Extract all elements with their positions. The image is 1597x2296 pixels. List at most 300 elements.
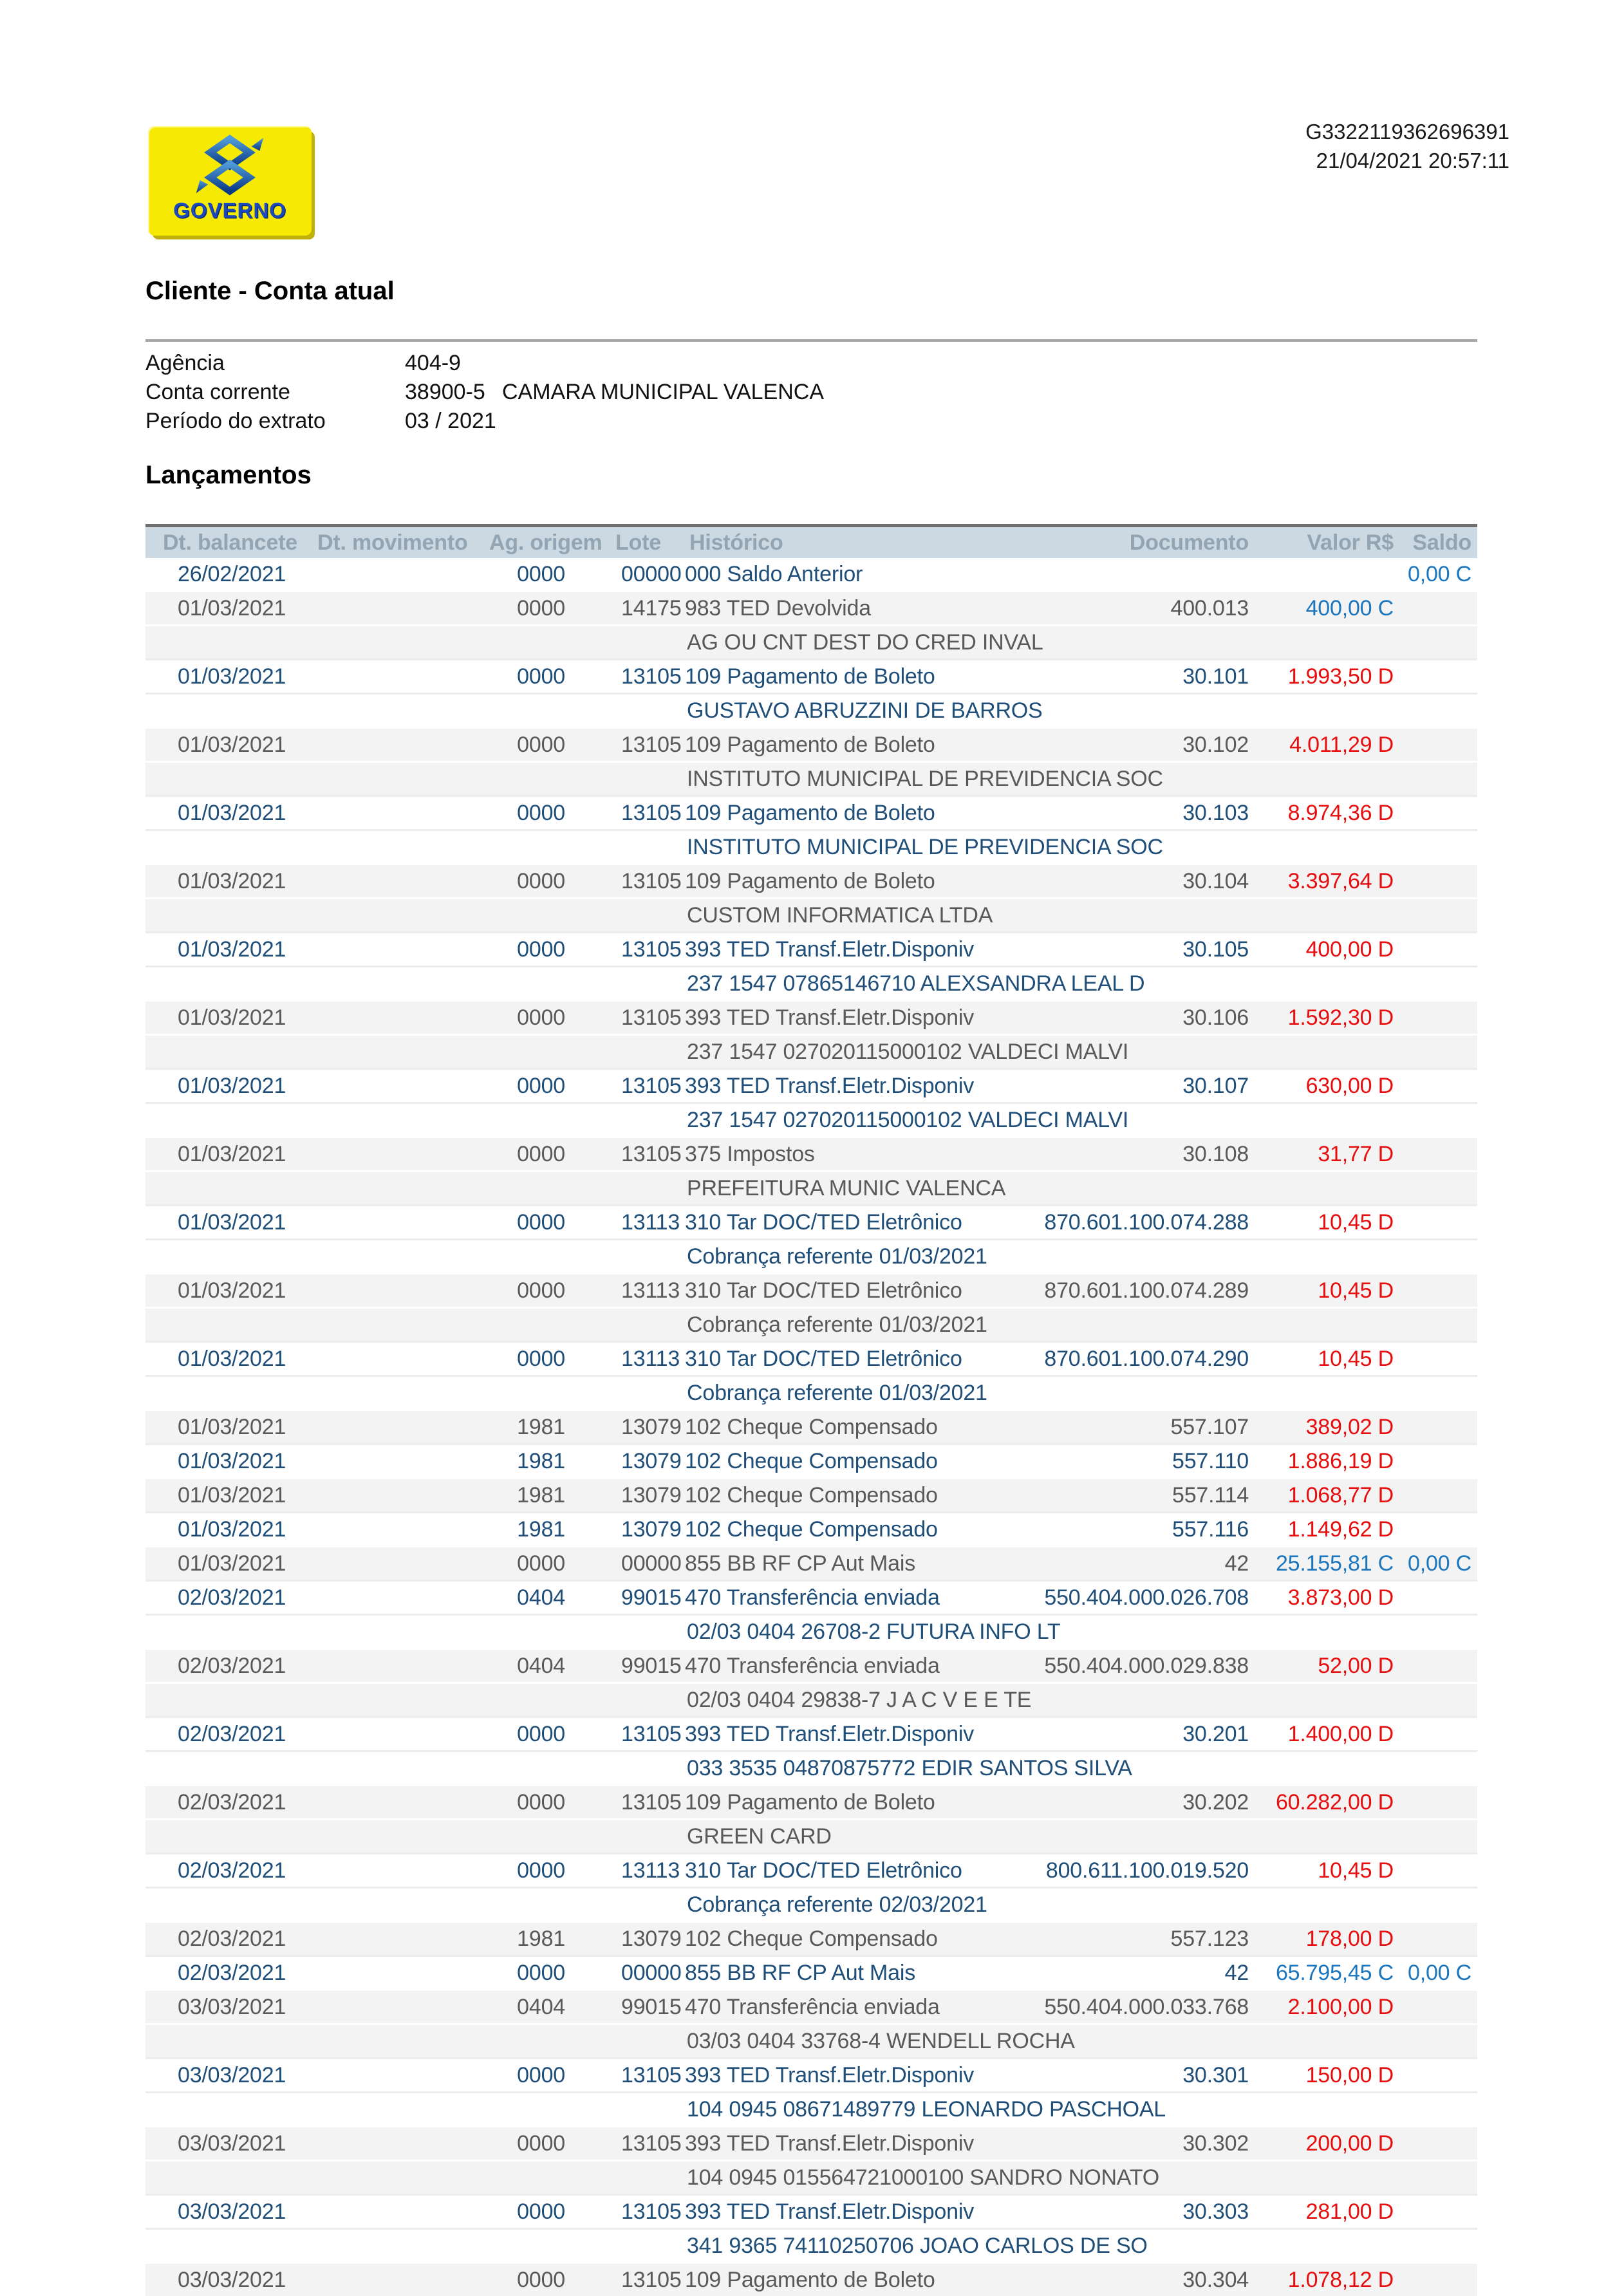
cell-lote: 13079 [613, 1410, 679, 1444]
cell-lote: 00000 [613, 558, 679, 592]
cell-documento: 800.611.100.019.520 [995, 1854, 1249, 1888]
transaction-row [145, 2058, 1477, 2093]
cell-valor [1249, 1444, 1394, 1479]
cell-dt-movimento [317, 728, 481, 762]
detail-text: 104 0945 08671489779 LEONARDO PASCHOAL [145, 2093, 1477, 2127]
cell-lote: 13105 [613, 1786, 679, 1820]
cell-documento: 30.304 [995, 2263, 1249, 2296]
transaction-detail-row [145, 1888, 1477, 1922]
cell-historico: 102 Cheque Compensado [679, 1444, 995, 1479]
transaction-detail-row [145, 1820, 1477, 1854]
cell-documento: 400.013 [995, 592, 1249, 626]
detail-text: INSTITUTO MUNICIPAL DE PREVIDENCIA SOC [145, 830, 1477, 864]
cell-date: 01/03/2021 [145, 933, 317, 967]
cell-dt-movimento [317, 1001, 481, 1035]
cell-saldo [1394, 1410, 1477, 1444]
transaction-row [145, 1786, 1477, 1820]
transaction-row [145, 1581, 1477, 1615]
transaction-detail-row [145, 1683, 1477, 1717]
cell-ag-origem: 0404 [481, 1990, 613, 2024]
logo-governo-text: GOVERNO [173, 198, 286, 223]
cell-saldo [1394, 2058, 1477, 2093]
cell-documento: 557.123 [995, 1922, 1249, 1956]
debit-amount: 60.282,00 D [1276, 1790, 1394, 1815]
transaction-detail-row [145, 1171, 1477, 1206]
cell-dt-movimento [317, 1513, 481, 1547]
transaction-row [145, 1922, 1477, 1956]
cell-saldo [1394, 1786, 1477, 1820]
cell-saldo [1394, 558, 1477, 592]
debit-amount: 3.873,00 D [1288, 1585, 1394, 1610]
cell-documento: 30.108 [995, 1137, 1249, 1171]
transaction-detail-row [145, 1751, 1477, 1786]
debit-amount: 1.400,00 D [1288, 1722, 1394, 1746]
cell-historico: 109 Pagamento de Boleto [679, 728, 995, 762]
cell-lote: 13105 [613, 933, 679, 967]
cell-historico: 109 Pagamento de Boleto [679, 1786, 995, 1820]
document-datetime: 21/04/2021 20:57:11 [1305, 146, 1509, 175]
cell-saldo [1394, 1513, 1477, 1547]
cell-valor [1249, 1479, 1394, 1513]
cell-historico: 310 Tar DOC/TED Eletrônico [679, 1342, 995, 1376]
cell-documento: 30.101 [995, 660, 1249, 694]
cell-dt-movimento [317, 864, 481, 899]
transaction-row [145, 1001, 1477, 1035]
cell-valor [1249, 1137, 1394, 1171]
cell-historico: 855 BB RF CP Aut Mais [679, 1956, 995, 1990]
cell-ag-origem: 0000 [481, 2058, 613, 2093]
cell-date: 01/03/2021 [145, 1547, 317, 1581]
cell-date: 03/03/2021 [145, 2127, 317, 2161]
cell-documento [995, 558, 1249, 592]
debit-amount: 10,45 D [1318, 1210, 1394, 1235]
cell-historico: 393 TED Transf.Eletr.Disponiv [679, 1001, 995, 1035]
cell-date: 01/03/2021 [145, 728, 317, 762]
cell-dt-movimento [317, 1274, 481, 1308]
cell-documento: 557.107 [995, 1410, 1249, 1444]
cell-ag-origem: 1981 [481, 1922, 613, 1956]
cell-saldo [1394, 1547, 1477, 1581]
transaction-detail-row [145, 899, 1477, 933]
cell-date: 01/03/2021 [145, 864, 317, 899]
debit-amount: 2.100,00 D [1288, 1995, 1394, 2019]
debit-amount: 8.974,36 D [1288, 801, 1394, 825]
transactions-table-wrap [145, 524, 1477, 2296]
cell-date: 02/03/2021 [145, 1581, 317, 1615]
cell-lote: 13079 [613, 1479, 679, 1513]
cell-dt-movimento [317, 1717, 481, 1751]
cell-lote: 13105 [613, 2127, 679, 2161]
page-title: Cliente - Conta atual [145, 277, 395, 306]
cell-ag-origem: 0404 [481, 1581, 613, 1615]
debit-amount: 389,02 D [1306, 1415, 1394, 1439]
cell-lote: 13105 [613, 1717, 679, 1751]
cell-valor [1249, 1581, 1394, 1615]
cell-saldo [1394, 1922, 1477, 1956]
transaction-detail-row [145, 1308, 1477, 1342]
cell-ag-origem: 0404 [481, 1649, 613, 1683]
cell-ag-origem: 0000 [481, 1274, 613, 1308]
debit-amount: 150,00 D [1306, 2063, 1394, 2087]
transaction-row [145, 728, 1477, 762]
cell-dt-movimento [317, 1342, 481, 1376]
table-header [145, 527, 1477, 558]
section-title: Lançamentos [145, 461, 312, 490]
detail-text: GUSTAVO ABRUZZINI DE BARROS [145, 694, 1477, 728]
cell-valor [1249, 1990, 1394, 2024]
detail-text: GREEN CARD [145, 1820, 1477, 1854]
cell-historico: 102 Cheque Compensado [679, 1513, 995, 1547]
cell-documento: 870.601.100.074.290 [995, 1342, 1249, 1376]
cell-historico: 310 Tar DOC/TED Eletrônico [679, 1274, 995, 1308]
transaction-row [145, 796, 1477, 830]
cell-saldo [1394, 592, 1477, 626]
cell-dt-movimento [317, 660, 481, 694]
cell-lote: 13113 [613, 1342, 679, 1376]
cell-historico: 393 TED Transf.Eletr.Disponiv [679, 2058, 995, 2093]
cell-date: 02/03/2021 [145, 1786, 317, 1820]
cell-valor [1249, 660, 1394, 694]
transaction-row [145, 1547, 1477, 1581]
cell-saldo [1394, 1444, 1477, 1479]
cell-valor [1249, 796, 1394, 830]
cell-date: 01/03/2021 [145, 1410, 317, 1444]
column-header-dt-balancete: Dt. balancete [145, 527, 317, 558]
cell-lote: 13105 [613, 728, 679, 762]
cell-valor [1249, 1069, 1394, 1103]
cell-lote: 99015 [613, 1990, 679, 2024]
cell-historico: 310 Tar DOC/TED Eletrônico [679, 1854, 995, 1888]
transaction-row [145, 1717, 1477, 1751]
transaction-row [145, 1956, 1477, 1990]
cell-documento: 30.302 [995, 2127, 1249, 2161]
cell-lote: 13105 [613, 1069, 679, 1103]
cell-dt-movimento [317, 558, 481, 592]
cell-date: 03/03/2021 [145, 2263, 317, 2296]
cell-lote: 13079 [613, 1922, 679, 1956]
cell-documento: 870.601.100.074.288 [995, 1206, 1249, 1240]
cell-documento: 30.103 [995, 796, 1249, 830]
cell-dt-movimento [317, 1990, 481, 2024]
cell-date: 01/03/2021 [145, 1137, 317, 1171]
cell-historico: 393 TED Transf.Eletr.Disponiv [679, 2195, 995, 2229]
detail-text: 104 0945 015564721000100 SANDRO NONATO [145, 2161, 1477, 2195]
detail-text: PREFEITURA MUNIC VALENCA [145, 1171, 1477, 1206]
debit-amount: 1.078,12 D [1288, 2268, 1394, 2292]
cell-dt-movimento [317, 1137, 481, 1171]
column-header-ag-origem: Ag. origem [481, 527, 613, 558]
cell-date: 02/03/2021 [145, 1922, 317, 1956]
cell-valor [1249, 2195, 1394, 2229]
transaction-row [145, 660, 1477, 694]
transaction-detail-row [145, 1103, 1477, 1137]
cell-documento: 557.116 [995, 1513, 1249, 1547]
cell-ag-origem: 0000 [481, 2195, 613, 2229]
cell-historico: 109 Pagamento de Boleto [679, 864, 995, 899]
cell-date: 01/03/2021 [145, 1342, 317, 1376]
cell-ag-origem: 0000 [481, 2263, 613, 2296]
cell-historico: 470 Transferência enviada [679, 1990, 995, 2024]
cell-saldo [1394, 1479, 1477, 1513]
cell-historico: 983 TED Devolvida [679, 592, 995, 626]
cell-dt-movimento [317, 1206, 481, 1240]
transaction-row [145, 2127, 1477, 2161]
transaction-row [145, 1479, 1477, 1513]
transaction-row [145, 558, 1477, 592]
transaction-detail-row [145, 830, 1477, 864]
cell-ag-origem: 0000 [481, 1069, 613, 1103]
cell-date: 02/03/2021 [145, 1717, 317, 1751]
agencia-value: 404-9 [405, 349, 502, 378]
cell-historico: 102 Cheque Compensado [679, 1922, 995, 1956]
cell-documento: 557.114 [995, 1479, 1249, 1513]
cell-dt-movimento [317, 592, 481, 626]
debit-amount: 200,00 D [1306, 2131, 1394, 2156]
cell-date: 01/03/2021 [145, 1274, 317, 1308]
saldo-amount: 0,00 C [1408, 1551, 1471, 1576]
cell-lote: 13105 [613, 2058, 679, 2093]
cell-ag-origem: 0000 [481, 728, 613, 762]
debit-amount: 1.149,62 D [1288, 1517, 1394, 1542]
cell-documento: 30.102 [995, 728, 1249, 762]
detail-text: Cobrança referente 01/03/2021 [145, 1308, 1477, 1342]
cell-date: 01/03/2021 [145, 1001, 317, 1035]
cell-valor [1249, 1206, 1394, 1240]
cell-valor [1249, 2058, 1394, 2093]
conta-label: Conta corrente [145, 378, 405, 407]
debit-amount: 400,00 D [1306, 937, 1394, 962]
cell-lote: 13113 [613, 1274, 679, 1308]
cell-dt-movimento [317, 2058, 481, 2093]
cell-lote: 13105 [613, 2263, 679, 2296]
cell-ag-origem: 0000 [481, 1342, 613, 1376]
cell-date: 02/03/2021 [145, 1649, 317, 1683]
cell-date: 03/03/2021 [145, 1990, 317, 2024]
credit-amount: 25.155,81 C [1276, 1551, 1394, 1576]
cell-documento: 42 [995, 1956, 1249, 1990]
periodo-label: Período do extrato [145, 407, 405, 436]
cell-historico: 470 Transferência enviada [679, 1581, 995, 1615]
transaction-row [145, 2263, 1477, 2296]
cell-lote: 14175 [613, 592, 679, 626]
cell-ag-origem: 1981 [481, 1479, 613, 1513]
detail-text: 033 3535 04870875772 EDIR SANTOS SILVA [145, 1751, 1477, 1786]
cell-valor [1249, 1410, 1394, 1444]
cell-documento: 30.106 [995, 1001, 1249, 1035]
cell-valor [1249, 1001, 1394, 1035]
cell-valor [1249, 933, 1394, 967]
cell-saldo [1394, 1649, 1477, 1683]
transaction-detail-row [145, 694, 1477, 728]
cell-documento: 870.601.100.074.289 [995, 1274, 1249, 1308]
transaction-row [145, 1854, 1477, 1888]
cell-historico: 393 TED Transf.Eletr.Disponiv [679, 933, 995, 967]
cell-lote: 13079 [613, 1444, 679, 1479]
debit-amount: 10,45 D [1318, 1347, 1394, 1371]
cell-lote: 99015 [613, 1649, 679, 1683]
periodo-value: 03 / 2021 [405, 407, 502, 436]
document-id-block [1305, 117, 1509, 175]
cell-ag-origem: 0000 [481, 558, 613, 592]
transaction-row [145, 1206, 1477, 1240]
cell-ag-origem: 0000 [481, 1206, 613, 1240]
cell-valor [1249, 1342, 1394, 1376]
banco-do-brasil-logo [148, 126, 312, 236]
cell-ag-origem: 0000 [481, 1956, 613, 1990]
cell-documento: 42 [995, 1547, 1249, 1581]
cell-documento: 557.110 [995, 1444, 1249, 1479]
column-header-lote: Lote [613, 527, 679, 558]
cell-date: 01/03/2021 [145, 1069, 317, 1103]
transaction-row [145, 1410, 1477, 1444]
cell-valor [1249, 558, 1394, 592]
transaction-row [145, 592, 1477, 626]
cell-saldo [1394, 1990, 1477, 2024]
cell-ag-origem: 0000 [481, 660, 613, 694]
transaction-detail-row [145, 2024, 1477, 2058]
cell-saldo [1394, 933, 1477, 967]
debit-amount: 1.068,77 D [1288, 1483, 1394, 1507]
cell-saldo [1394, 1342, 1477, 1376]
cell-saldo [1394, 796, 1477, 830]
debit-amount: 178,00 D [1306, 1927, 1394, 1951]
cell-dt-movimento [317, 1649, 481, 1683]
cell-ag-origem: 0000 [481, 1137, 613, 1171]
transaction-row [145, 1513, 1477, 1547]
cell-saldo [1394, 864, 1477, 899]
cell-historico: 470 Transferência enviada [679, 1649, 995, 1683]
cell-dt-movimento [317, 1922, 481, 1956]
cell-documento: 30.107 [995, 1069, 1249, 1103]
detail-text: AG OU CNT DEST DO CRED INVAL [145, 626, 1477, 660]
cell-lote: 13079 [613, 1513, 679, 1547]
debit-amount: 1.993,50 D [1288, 664, 1394, 689]
cell-lote: 00000 [613, 1956, 679, 1990]
cell-ag-origem: 0000 [481, 1854, 613, 1888]
cell-ag-origem: 0000 [481, 933, 613, 967]
cell-historico: 109 Pagamento de Boleto [679, 660, 995, 694]
account-info [145, 349, 824, 436]
cell-lote: 13105 [613, 796, 679, 830]
debit-amount: 10,45 D [1318, 1278, 1394, 1303]
cell-dt-movimento [317, 1479, 481, 1513]
transaction-row [145, 933, 1477, 967]
transaction-detail-row [145, 1240, 1477, 1274]
cell-historico: 102 Cheque Compensado [679, 1410, 995, 1444]
credit-amount: 65.795,45 C [1276, 1961, 1394, 1985]
cell-historico: 102 Cheque Compensado [679, 1479, 995, 1513]
account-periodo-row [145, 407, 824, 436]
transaction-row [145, 2195, 1477, 2229]
cell-lote: 99015 [613, 1581, 679, 1615]
cell-dt-movimento [317, 2127, 481, 2161]
cell-saldo [1394, 1137, 1477, 1171]
detail-text: 341 9365 74110250706 JOAO CARLOS DE SO [145, 2229, 1477, 2263]
cell-ag-origem: 0000 [481, 796, 613, 830]
cell-date: 02/03/2021 [145, 1854, 317, 1888]
cell-date: 01/03/2021 [145, 592, 317, 626]
cell-ag-origem: 0000 [481, 1717, 613, 1751]
transactions-table [145, 527, 1477, 2296]
cell-valor [1249, 2263, 1394, 2296]
cell-historico: 375 Impostos [679, 1137, 995, 1171]
transaction-detail-row [145, 2093, 1477, 2127]
document-id: G3322119362696391 [1305, 117, 1509, 146]
column-header-saldo: Saldo [1394, 527, 1477, 558]
cell-valor [1249, 1649, 1394, 1683]
bb-symbol-icon [192, 135, 268, 197]
cell-ag-origem: 0000 [481, 2127, 613, 2161]
transaction-detail-row [145, 626, 1477, 660]
cell-historico: 109 Pagamento de Boleto [679, 796, 995, 830]
cell-lote: 00000 [613, 1547, 679, 1581]
cell-saldo [1394, 1001, 1477, 1035]
saldo-amount: 0,00 C [1408, 1961, 1471, 1985]
cell-valor [1249, 1717, 1394, 1751]
debit-amount: 630,00 D [1306, 1074, 1394, 1098]
cell-dt-movimento [317, 2195, 481, 2229]
cell-saldo [1394, 2263, 1477, 2296]
cell-dt-movimento [317, 796, 481, 830]
cell-ag-origem: 0000 [481, 1786, 613, 1820]
cell-historico: 000 Saldo Anterior [679, 558, 995, 592]
cell-historico: 393 TED Transf.Eletr.Disponiv [679, 2127, 995, 2161]
cell-date: 03/03/2021 [145, 2058, 317, 2093]
conta-titular: CAMARA MUNICIPAL VALENCA [502, 380, 824, 404]
cell-ag-origem: 0000 [481, 592, 613, 626]
cell-lote: 13105 [613, 660, 679, 694]
cell-documento: 30.301 [995, 2058, 1249, 2093]
cell-dt-movimento [317, 2263, 481, 2296]
cell-date: 03/03/2021 [145, 2195, 317, 2229]
cell-date: 01/03/2021 [145, 1206, 317, 1240]
transaction-row [145, 1069, 1477, 1103]
cell-date: 26/02/2021 [145, 558, 317, 592]
cell-dt-movimento [317, 1786, 481, 1820]
cell-documento: 30.105 [995, 933, 1249, 967]
cell-documento: 550.404.000.026.708 [995, 1581, 1249, 1615]
cell-saldo [1394, 2127, 1477, 2161]
saldo-amount: 0,00 C [1408, 562, 1471, 586]
cell-documento: 550.404.000.029.838 [995, 1649, 1249, 1683]
credit-amount: 400,00 C [1306, 596, 1394, 621]
cell-dt-movimento [317, 1547, 481, 1581]
cell-ag-origem: 1981 [481, 1410, 613, 1444]
cell-saldo [1394, 2195, 1477, 2229]
cell-date: 02/03/2021 [145, 1956, 317, 1990]
conta-value: 38900-5 [405, 378, 502, 407]
cell-saldo [1394, 1717, 1477, 1751]
cell-valor [1249, 1854, 1394, 1888]
cell-documento: 30.104 [995, 864, 1249, 899]
detail-text: CUSTOM INFORMATICA LTDA [145, 899, 1477, 933]
transaction-detail-row [145, 1035, 1477, 1069]
cell-date: 01/03/2021 [145, 796, 317, 830]
account-agencia-row [145, 349, 824, 378]
cell-valor [1249, 1956, 1394, 1990]
detail-text: Cobrança referente 01/03/2021 [145, 1240, 1477, 1274]
column-header-dt-movimento: Dt. movimento [317, 527, 481, 558]
cell-saldo [1394, 728, 1477, 762]
section-divider [145, 339, 1477, 342]
cell-lote: 13105 [613, 864, 679, 899]
cell-historico: 109 Pagamento de Boleto [679, 2263, 995, 2296]
cell-date: 01/03/2021 [145, 1444, 317, 1479]
cell-ag-origem: 0000 [481, 1001, 613, 1035]
cell-valor [1249, 1513, 1394, 1547]
transaction-detail-row [145, 2229, 1477, 2263]
cell-dt-movimento [317, 1581, 481, 1615]
